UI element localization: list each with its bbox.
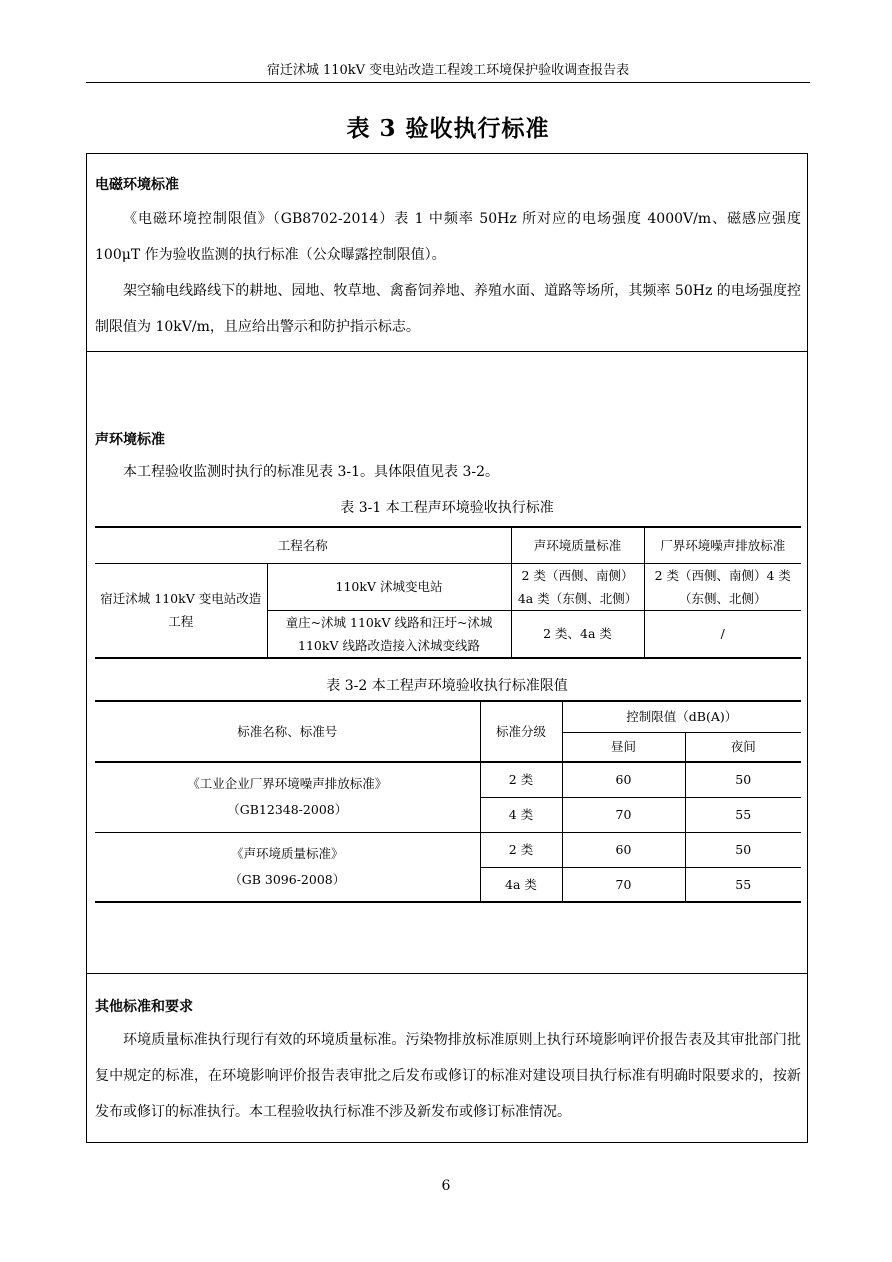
table-cell: / (644, 610, 801, 658)
document-title: 表 3 验收执行标准 (346, 115, 550, 142)
table-header-cell: 控制限值（dB(A)） (562, 701, 801, 732)
table-header-cell: 声环境质量标准 (511, 527, 644, 563)
table-cell: 60 (562, 832, 685, 867)
table-cell: 50 (685, 832, 801, 867)
table-header-cell: 夜间 (685, 732, 801, 762)
section-title-other: 其他标准和要求 (95, 999, 193, 1015)
table-cell-standard (95, 832, 480, 902)
standard-name: 《工业企业厂界环境噪声排放标准》 (187, 776, 388, 792)
standard-code: （GB 3096-2008） (229, 871, 346, 887)
table-header-cell: 标准分级 (480, 701, 562, 762)
standards-frame (86, 153, 808, 1143)
table-3-2 (95, 700, 801, 903)
table-3-1 (95, 526, 801, 659)
section-title-noise: 声环境标准 (95, 432, 165, 448)
table-cell: 55 (685, 797, 801, 832)
paragraph-em-1: 《电磁环境控制限值》（GB8702-2014）表 1 中频率 50Hz 所对应的电场强度 4000V/m、磁感应强度 100μT 作为验收监测的执行标准（公众曝露控制限值）。 (95, 211, 801, 263)
table-3-1-caption: 表 3-1 本工程声环境验收执行标准 (340, 500, 554, 516)
table-cell: 70 (562, 797, 685, 832)
table-cell: 2 类（西侧、南侧）4a 类（东侧、北侧） (511, 563, 644, 610)
table-cell: 2 类、4a 类 (511, 610, 644, 658)
paragraph-em-2: 架空输电线路线下的耕地、园地、牧草地、禽畜饲养地、养殖水面、道路等场所，其频率 50Hz 的电场强度控制限值为 10kV/m，且应给出警示和防护指示标志。 (95, 283, 801, 335)
table-cell: 2 类 (480, 762, 562, 797)
table-cell: 50 (685, 762, 801, 797)
page-header: 宿迁沭城 110kV 变电站改造工程竣工环境保护验收调查报告表 (266, 63, 630, 78)
section-electromagnetic (87, 154, 807, 352)
section-other (87, 974, 807, 1142)
table-header-cell: 厂界环境噪声排放标准 (644, 527, 801, 563)
table-cell-standard (95, 762, 480, 832)
table-cell: 2 类（西侧、南侧）4 类（东侧、北侧） (644, 563, 801, 610)
paragraph-other-1: 环境质量标准执行现行有效的环境质量标准。污染物排放标准原则上执行环境影响评价报告表及其审批部门批复中规定的标准，在环境影响评价报告表审批之后发布或修订的标准对建设项目执行标准有明确时限要求的，按新发布或修订的标准执行。本工程验收执行标准不涉及新发布或修订标准情况。 (95, 1032, 801, 1120)
table-cell: 55 (685, 867, 801, 902)
table-cell: 110kV 沭城变电站 (267, 563, 511, 610)
table-header-cell: 标准名称、标准号 (95, 701, 480, 762)
table-cell: 童庄~沭城 110kV 线路和汪圩~沭城 110kV 线路改造接入沭城变线路 (267, 610, 511, 658)
table-cell: 4 类 (480, 797, 562, 832)
page-number: 6 (441, 1178, 451, 1194)
paragraph-noise-1: 本工程验收监测时执行的标准见表 3-1。具体限值见表 3-2。 (123, 464, 499, 480)
table-cell: 60 (562, 762, 685, 797)
standard-name: 《声环境质量标准》 (230, 845, 344, 861)
table-header-cell: 工程名称 (95, 527, 511, 563)
table-cell: 70 (562, 867, 685, 902)
table-header-cell: 昼间 (562, 732, 685, 762)
table-cell: 2 类 (480, 832, 562, 867)
section-title-electromagnetic: 电磁环境标准 (95, 177, 179, 193)
table-cell-project: 宿迁沭城 110kV 变电站改造工程 (95, 563, 267, 658)
table-3-2-caption: 表 3-2 本工程声环境验收执行标准限值 (326, 678, 568, 694)
standard-code: （GB12348-2008） (227, 802, 348, 818)
section-noise (87, 352, 807, 974)
header-rule (86, 82, 810, 83)
table-cell: 4a 类 (480, 867, 562, 902)
